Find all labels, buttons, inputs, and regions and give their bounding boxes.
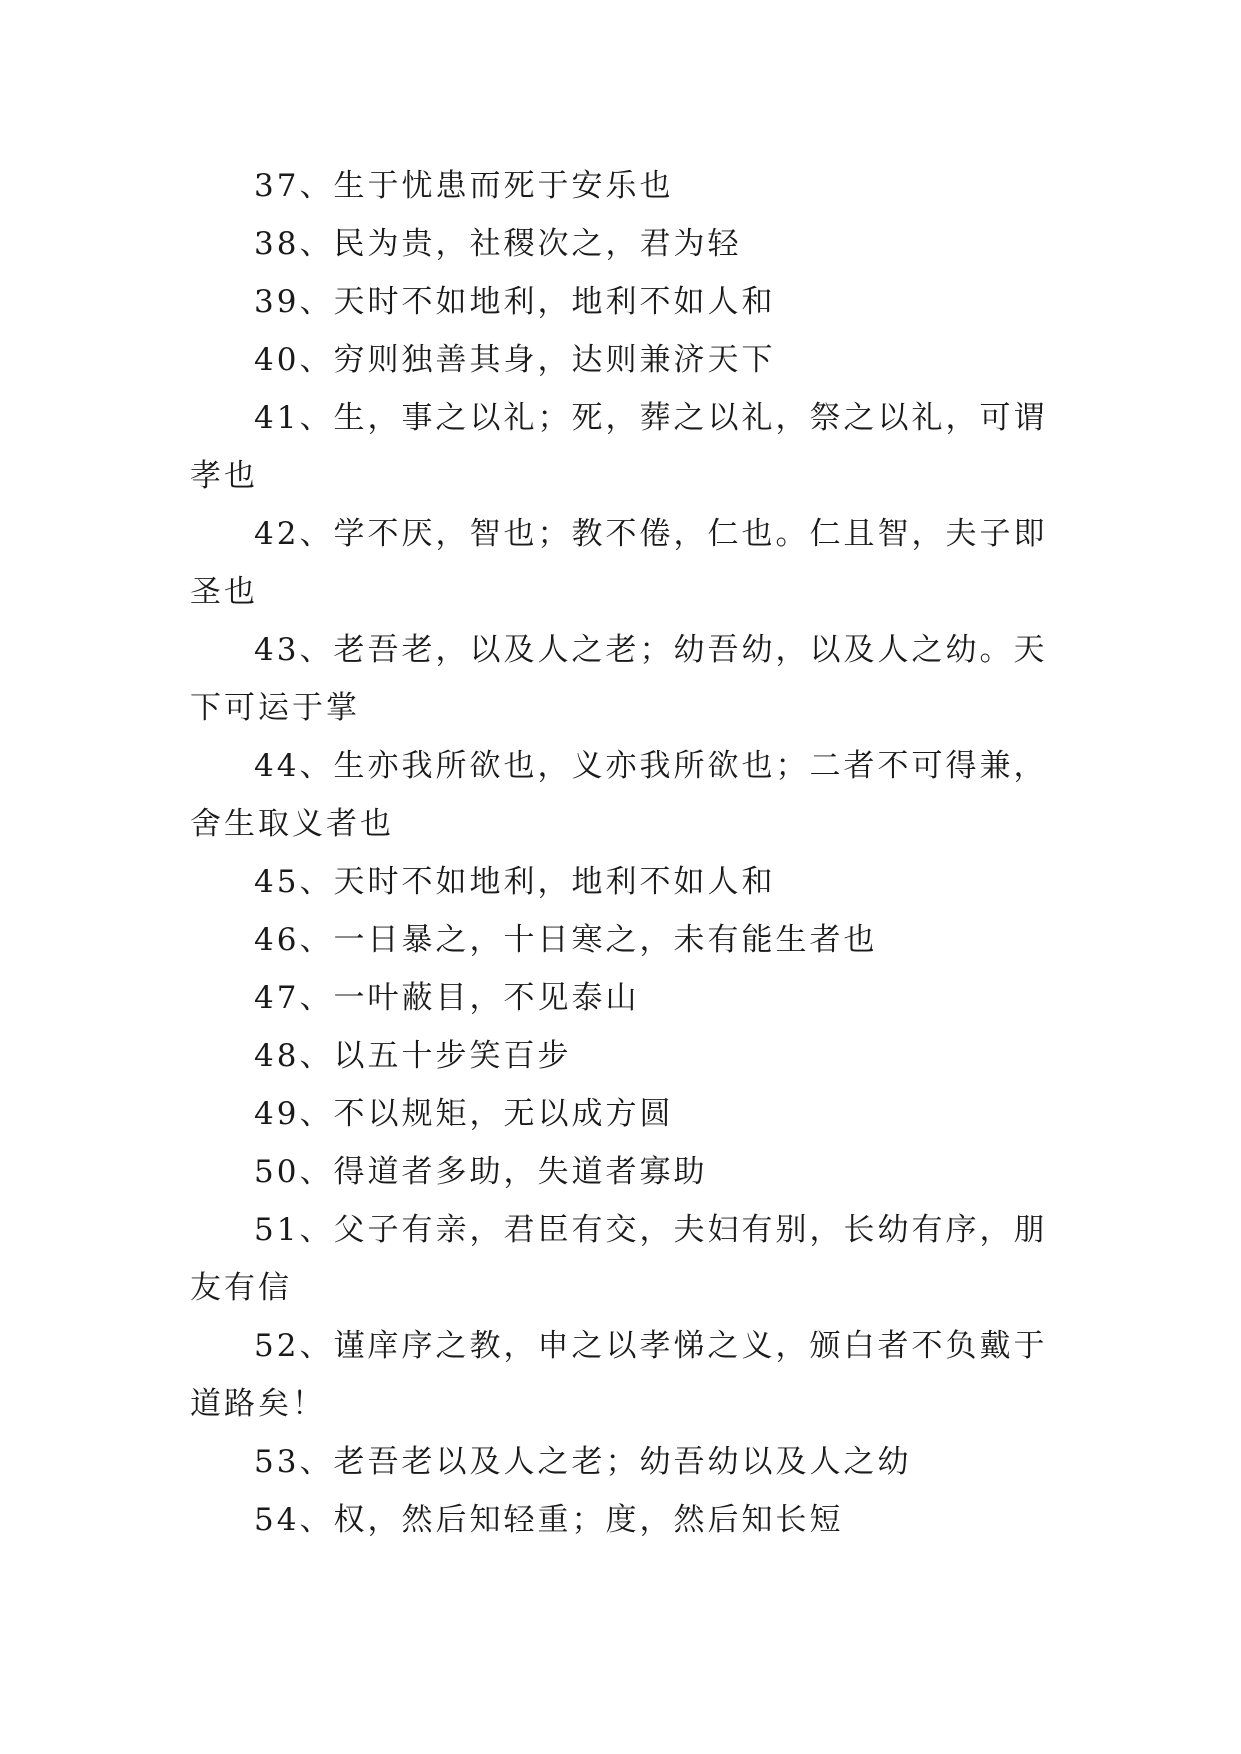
- paragraph-50: 50、得道者多助，失道者寡助: [254, 1154, 708, 1190]
- paragraph-47: 47、一叶蔽目，不见泰山: [254, 980, 640, 1016]
- paragraph-40: 40、穷则独善其身，达则兼济天下: [254, 342, 776, 378]
- paragraph-45: 45、天时不如地利，地利不如人和: [254, 864, 776, 900]
- paragraph-42: 42、学不厌，智也；教不倦，仁也。仁且智，夫子即圣也: [190, 516, 1048, 610]
- paragraph-39: 39、天时不如地利，地利不如人和: [254, 284, 776, 320]
- paragraph-37: 37、生于忧患而死于安乐也: [254, 168, 674, 204]
- paragraph-43: 43、老吾老，以及人之老；幼吾幼，以及人之幼。天下可运于掌: [190, 632, 1048, 726]
- paragraph-41: 41、生，事之以礼；死，葬之以礼，祭之以礼，可谓孝也: [190, 400, 1048, 494]
- paragraph-38: 38、民为贵，社稷次之，君为轻: [254, 226, 742, 262]
- paragraph-51: 51、父子有亲，君臣有交，夫妇有别，长幼有序，朋友有信: [190, 1212, 1048, 1306]
- paragraph-54: 54、权，然后知轻重；度，然后知长短: [254, 1502, 844, 1538]
- paragraph-49: 49、不以规矩，无以成方圆: [254, 1096, 674, 1132]
- paragraph-48: 48、以五十步笑百步: [254, 1038, 572, 1074]
- document-body: [190, 157, 1060, 1549]
- paragraph-44: 44、生亦我所欲也，义亦我所欲也；二者不可得兼，舍生取义者也: [190, 748, 1048, 842]
- paragraph-52: 52、谨庠序之教，申之以孝悌之义，颁白者不负戴于道路矣！: [190, 1328, 1048, 1422]
- paragraph-53: 53、老吾老以及人之老；幼吾幼以及人之幼: [254, 1444, 912, 1480]
- paragraph-46: 46、一日暴之，十日寒之，未有能生者也: [254, 922, 878, 958]
